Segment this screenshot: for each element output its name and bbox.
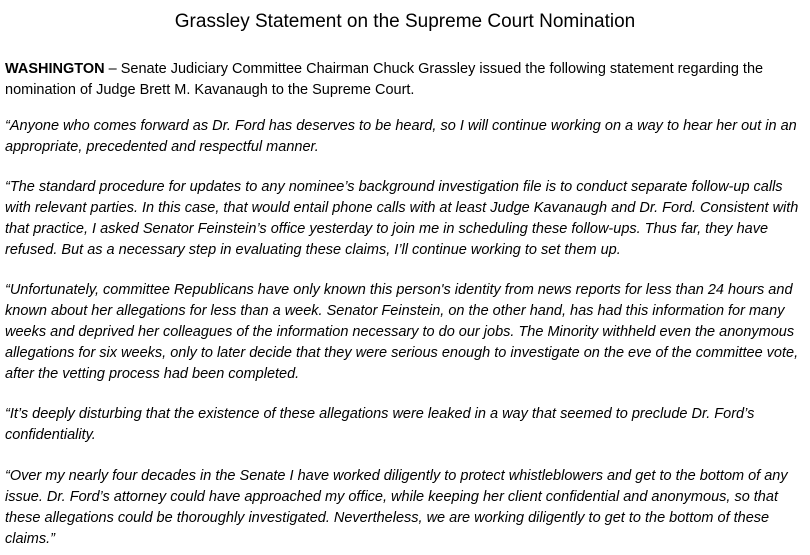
quote-line: appropriate, precedented and respectful manner. [5, 139, 319, 155]
quote-line: “Anyone who comes forward as Dr. Ford has deserves to be heard, so I will continue working on a way to hear her out in an [5, 118, 797, 134]
quote-line: allegations for six weeks, only to later decide that they were serious enough to investigate on the eve of the committee vote, [5, 345, 799, 361]
intro-text: – Senate Judiciary Committee Chairman Chuck Grassley issued the following statement regarding the [104, 61, 764, 77]
quote-line: refused. But as a necessary step in evaluating these claims, I’ll continue working to set them up. [5, 242, 621, 258]
quote-line: “Over my nearly four decades in the Senate I have worked diligently to protect whistleblowers and get to the bottom of any [5, 468, 788, 484]
quote-line: with relevant parties. In this case, that would entail phone calls with at least Judge Kavanaugh and Dr. Ford. Consistent with [5, 200, 799, 216]
quote-line: these allegations could be thoroughly investigated. Nevertheless, we are working diligently to get to the bottom of these [5, 510, 770, 526]
quote-line: after the vetting process had been completed. [5, 366, 300, 382]
quote-line: claims.” [5, 531, 55, 547]
intro-line-2: nomination of Judge Brett M. Kavanaugh to the Supreme Court. [5, 82, 415, 98]
document-title: Grassley Statement on the Supreme Court Nomination [174, 11, 636, 32]
quote-line: issue. Dr. Ford’s attorney could have approached my office, while keeping her client confidential and anonymous, so that [5, 489, 778, 505]
quote-line: “It’s deeply disturbing that the existence of these allegations were leaked in a way that seemed to preclude Dr. Ford’s [5, 406, 755, 422]
intro-line-1 [5, 59, 763, 79]
quote-line: confidentiality. [5, 427, 96, 443]
quote-line: “Unfortunately, committee Republicans have only known this person's identity from news reports for less than 24 hours and [5, 282, 793, 298]
quote-line: that practice, I asked Senator Feinstein’s office yesterday to join me in scheduling these follow-ups. Thus far, they have [5, 221, 769, 237]
quote-line: weeks and deprived her colleagues of the information necessary to do our jobs. The Minority withheld even the anonymous [5, 324, 795, 340]
quote-line: “The standard procedure for updates to any nominee’s background investigation file is to conduct separate follow-up calls [5, 179, 783, 195]
quote-line: known about her allegations for less than a week. Senator Feinstein, on the other hand, has had this information for many [5, 303, 785, 319]
dateline: WASHINGTON [5, 61, 105, 77]
